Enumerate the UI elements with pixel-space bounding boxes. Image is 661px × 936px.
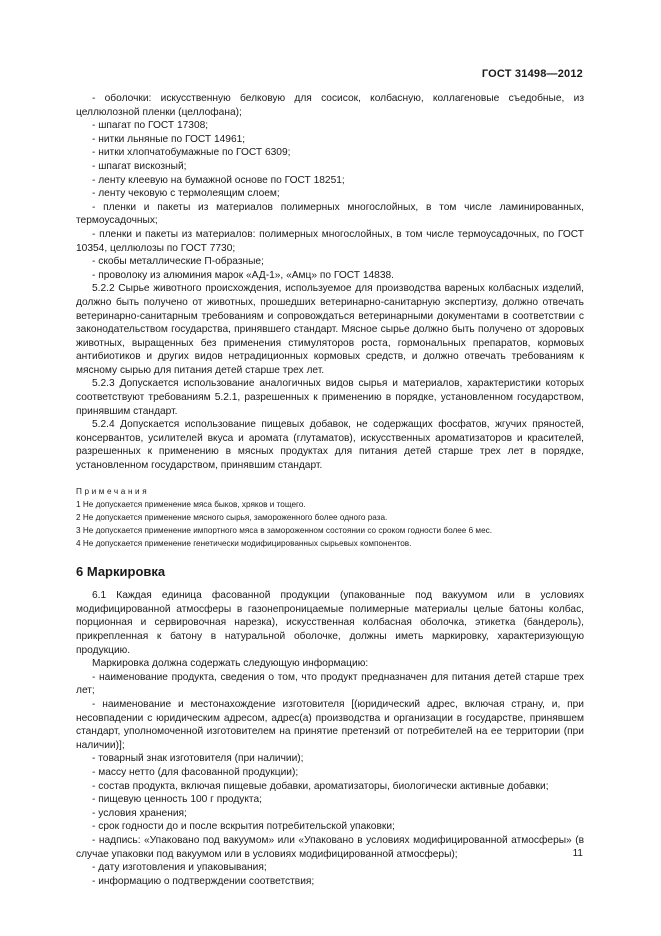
list-item: - шпагат по ГОСТ 17308;	[92, 120, 209, 132]
list-item: - пленки и пакеты из материалов полимерных многослойных, в том числе ламинированных, термоусадочных;	[76, 201, 584, 227]
list-item: - состав продукта, включая пищевые добавки, ароматизаторы, биологически активные добавки;	[92, 780, 549, 792]
clause-5-2-3: 5.2.3 Допускается использование аналогичных видов сырья и материалов, характеристики которых соответствуют требованиям 5.2.1, разрешенных к применению в порядке, установленном государством, принявшим стандарт.	[76, 378, 584, 417]
list-item: - условия хранения;	[92, 807, 187, 819]
packaging-list	[76, 92, 584, 282]
list-item: - массу нетто (для фасованной продукции);	[92, 766, 299, 778]
clause-6-1: 6.1 Каждая единица фасованной продукции (упакованные под вакуумом или в условиях модифицированной атмосферы в газонепроницаемые полимерные материалы целые батоны колбас, порционная и сервировочная нарезка), искусственная колбасная оболочка, этикетка (бандероль), прикрепленная к батону в натуральной оболочке, должны иметь маркировку, характеризующую продукцию.	[76, 590, 584, 656]
page-body	[76, 92, 584, 888]
section-heading: 6 Маркировка	[76, 563, 166, 579]
list-item: - ленту чековую с термолеящим слоем;	[92, 188, 280, 200]
list-item: - нитки хлопчатобумажные по ГОСТ 6309;	[92, 147, 291, 159]
list-item: - дату изготовления и упаковывания;	[92, 862, 267, 874]
clause-5-2-2: 5.2.2 Сырье животного происхождения, используемое для производства вареных колбасных изделий, должно быть получено от животных, прошедших ветеринарно-санитарную экспертизу, должно отвечать ветеринарно-санитарным требованиям и сопровождаться ветеринарными документами в соответствии с законодательством государства, принявшего стандарт. Мясное сырье должно быть получено от здоровых животных, выращенных без применения стимуляторов роста, гормональных препаратов, кормовых антибиотиков и других видов нетрадиционных кормовых средств, и должно отвечать требованиям к мясному сырью для питания детей старше трех лет.	[76, 283, 584, 376]
marking-intro: Маркировка должна содержать следующую информацию:	[92, 658, 369, 670]
list-item: - шпагат вискозный;	[92, 160, 187, 172]
list-item: - информацию о подтверждении соответствия;	[92, 875, 315, 887]
notes-title: Примечания	[76, 486, 150, 496]
list-item: - наименование и местонахождение изготовителя [(юридический адрес, включая страну, и, при несовпадении с юридическим адресом, адрес(а) производства и организации в государстве, принявшем стандарт, уполномоченной изготовителем на принятие претензий от потребителей на ее территории (при наличии)];	[76, 698, 584, 751]
list-item: - пищевую ценность 100 г продукта;	[92, 794, 262, 806]
list-item: - надпись: «Упаковано под вакуумом» или «Упаковано в условиях модифицированной атмосферы» (в случае упаковки под вакуумом или в условиях модифицированной атмосферы);	[76, 834, 584, 860]
page-number: 11	[572, 848, 583, 859]
list-item: - пленки и пакеты из материалов: полимерных многослойных, в том числе термоусадочных, по ГОСТ 10354, целлюлозы по ГОСТ 7730;	[76, 228, 584, 254]
list-item: - срок годности до и после вскрытия потребительской упаковки;	[92, 821, 395, 833]
list-item: - наименование продукта, сведения о том, что продукт предназначен для питания детей старше трех лет;	[76, 671, 584, 697]
list-item: - проволоку из алюминия марок «АД-1», «Амц» по ГОСТ 14838.	[92, 269, 394, 281]
note-item: 4 Не допускается применение генетически модифицированных сырьевых компонентов.	[76, 538, 412, 548]
notes-block	[76, 485, 584, 550]
list-item: - товарный знак изготовителя (при наличии);	[92, 753, 304, 765]
list-item: - ленту клеевую на бумажной основе по ГОСТ 18251;	[92, 174, 345, 186]
note-item: 3 Не допускается применение импортного мяса в замороженном состоянии со сроком годности более 6 мес.	[76, 525, 492, 535]
list-item: - скобы металлические П-образные;	[92, 256, 264, 268]
note-item: 1 Не допускается применение мяса быков, хряков и тощего.	[76, 499, 306, 509]
list-item: - нитки льняные по ГОСТ 14961;	[92, 133, 246, 145]
clause-5-2-4: 5.2.4 Допускается использование пищевых добавок, не содержащих фосфатов, жгучих пряностей, консервантов, усилителей вкуса и аромата (глутаматов), искусственных ароматизаторов и красителей, разрешенных к применению в мясных продуктах для питания детей старше трех лет в порядке, установленном государством, принявшим стандарт.	[76, 419, 584, 472]
list-item: - оболочки: искусственную белковую для сосисок, колбасную, коллагеновые съедобные, из целлюлозной пленки (целлофана);	[76, 93, 584, 118]
note-item: 2 Не допускается применение мясного сырья, замороженного более одного раза.	[76, 512, 388, 522]
marking-list	[76, 671, 584, 889]
document-code: ГОСТ 31498—2012	[481, 68, 583, 80]
